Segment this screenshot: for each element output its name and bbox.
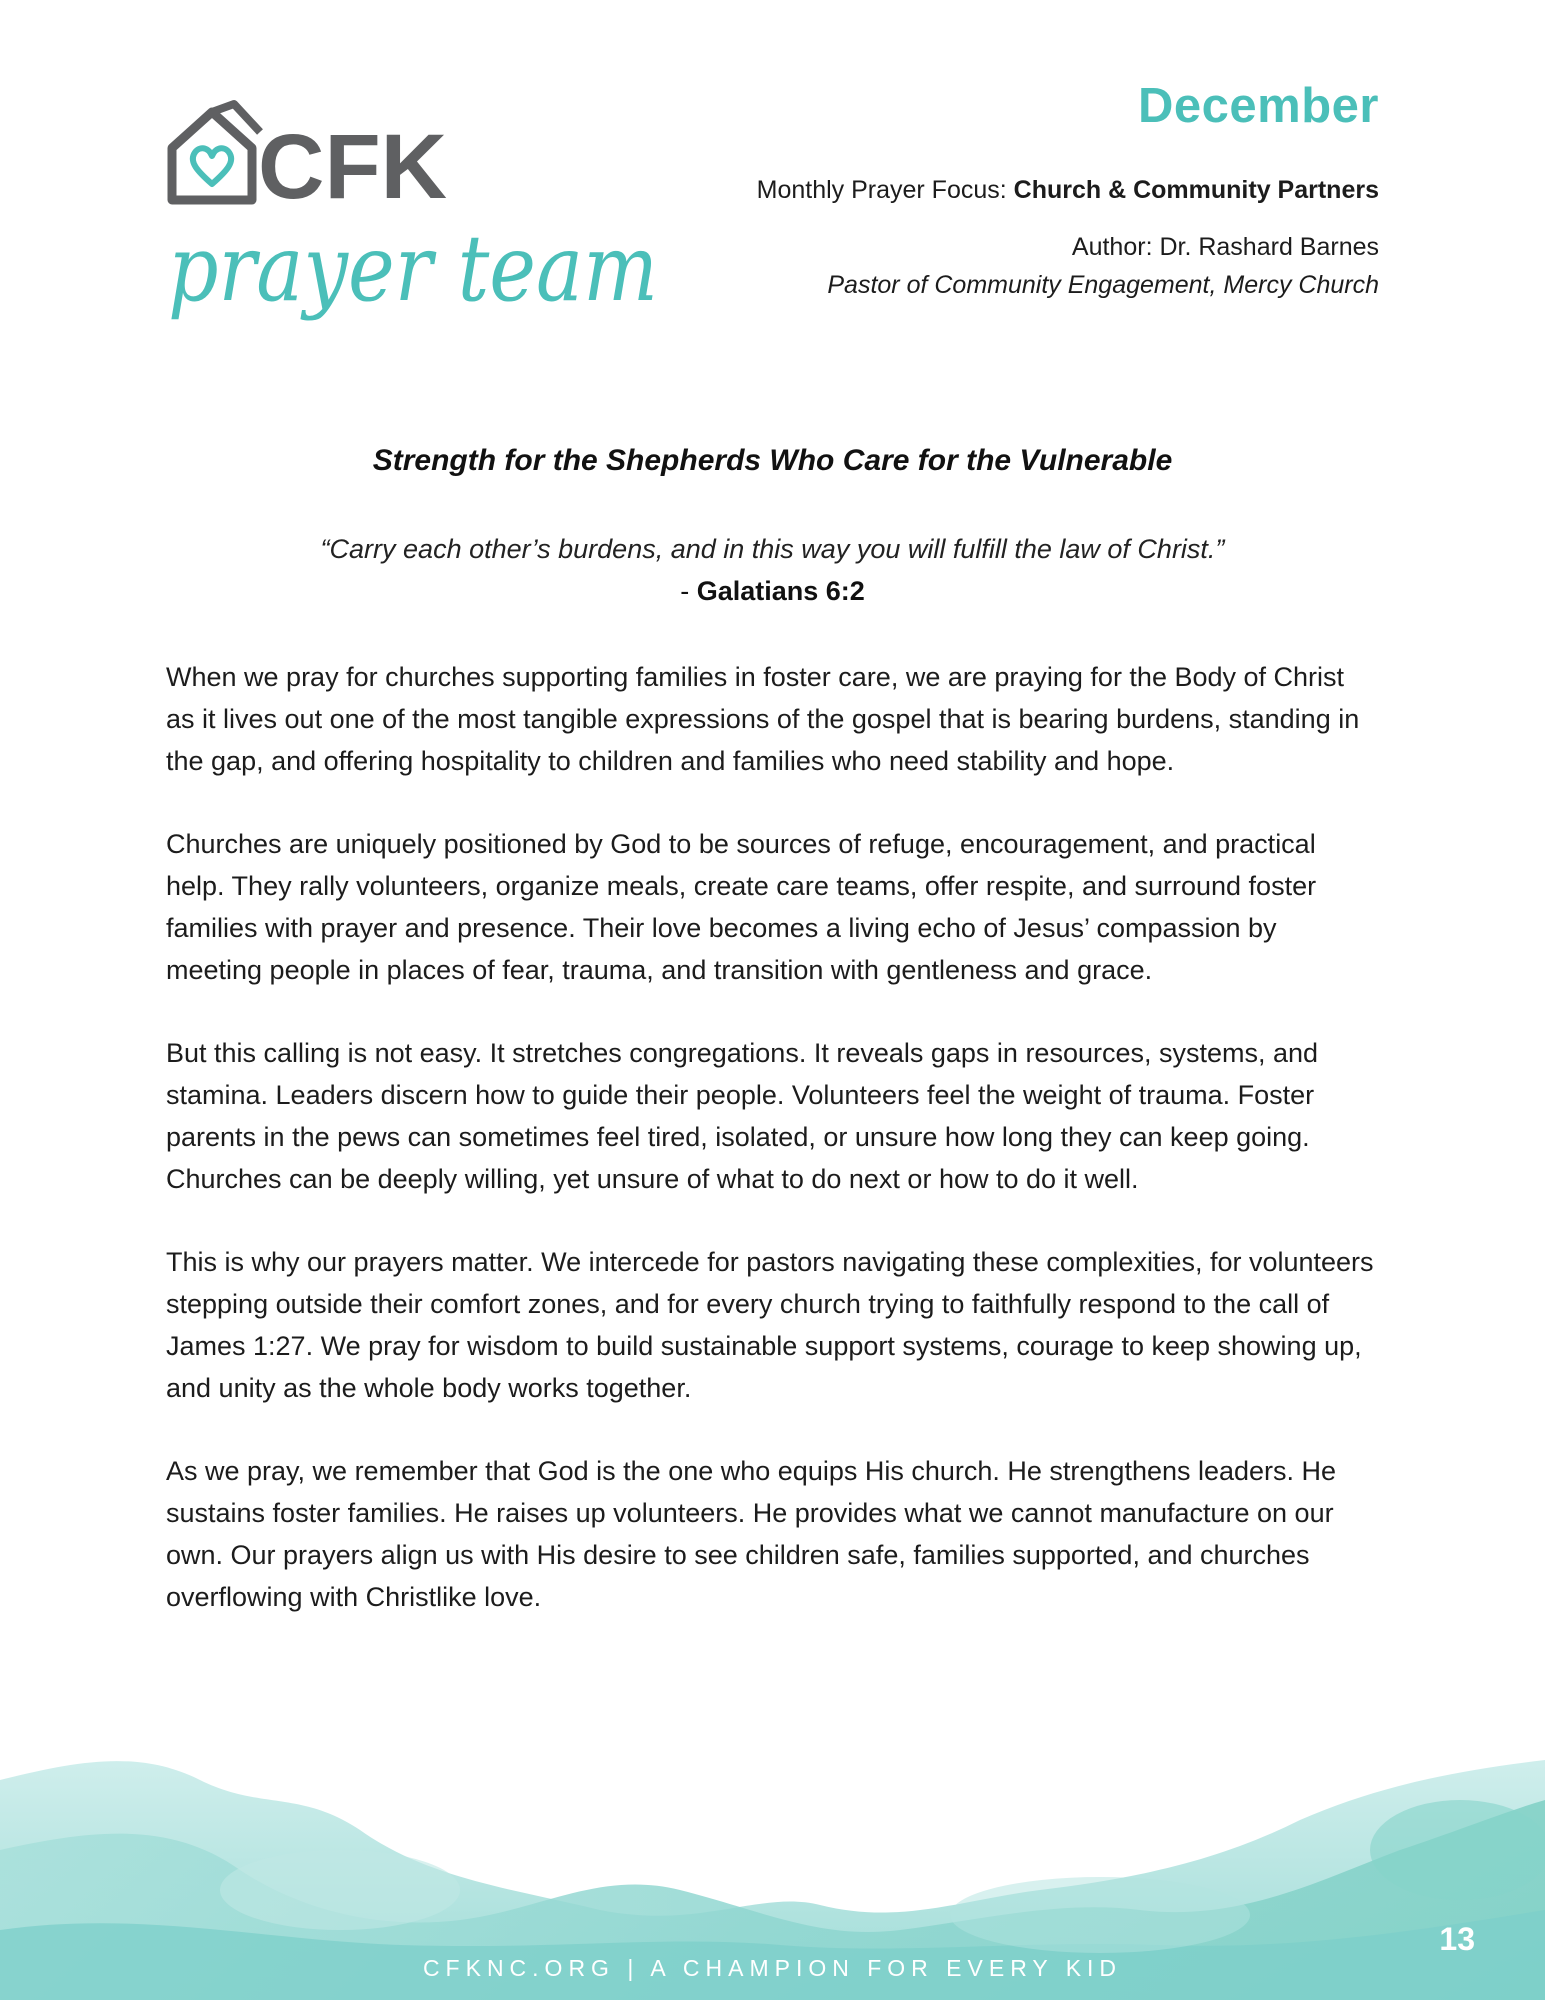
heart-icon (193, 148, 231, 184)
article-headline: Strength for the Shepherds Who Care for the Vulnerable (372, 444, 1173, 477)
scripture-reference-text: Galatians 6:2 (696, 576, 865, 606)
prayer-focus-label: Monthly Prayer Focus: (756, 176, 1014, 204)
author-role: Pastor of Community Engagement, Mercy Church (827, 271, 1379, 299)
logo-graphic (168, 104, 668, 344)
page-number: 13 (1439, 1921, 1475, 1957)
logo-wordmark: CFK (258, 116, 448, 218)
paragraph: This is why our prayers matter. We intercede for pastors navigating these complexities, for volunteers stepping outside their comfort zones, and for every church trying to faithfully respond to the call of James 1:27. We pray for wisdom to build sustainable support systems, courage to keep showing up, and unity as the whole body works together. (166, 1247, 1374, 1403)
footer-tagline: CFKNC.ORG | A CHAMPION FOR EVERY KID (422, 1955, 1123, 1981)
scripture-reference (0, 576, 1545, 607)
author-name: Author: Dr. Rashard Barnes (1071, 233, 1379, 261)
article-body (166, 656, 1379, 1659)
cfk-prayer-team-logo (168, 104, 668, 344)
paragraph: But this calling is not easy. It stretches congregations. It reveals gaps in resources, systems, and stamina. Leaders discern how to guide their people. Volunteers feel the weight of trauma. Foster parents in the pews can sometimes feel tired, isolated, or unsure how long they can keep going. Churches can be deeply willing, yet unsure of what to do next or how to do it well. (166, 1038, 1319, 1194)
month-title: December (1138, 79, 1379, 133)
prayer-focus (757, 176, 1379, 205)
paragraph: When we pray for churches supporting families in foster care, we are praying for the Body of Christ as it lives out one of the most tangible expressions of the gospel that is bearing burdens, standing in the gap, and offering hospitality to children and families who need stability and hope. (166, 662, 1360, 776)
scripture-quote: “Carry each other’s burdens, and in this way you will fulfill the law of Christ.” (320, 534, 1225, 564)
paragraph: Churches are uniquely positioned by God to be sources of refuge, encouragement, and practical help. They rally volunteers, organize meals, create care teams, offer respite, and surround foster families with prayer and presence. Their love becomes a living echo of Jesus’ compassion by meeting people in places of fear, trauma, and transition with gentleness and grace. (166, 829, 1317, 985)
scripture-reference-prefix: - (680, 576, 697, 606)
logo-script-text: prayer team (168, 215, 658, 322)
paragraph: As we pray, we remember that God is the one who equips His church. He strengthens leaders. He sustains foster families. He raises up volunteers. He provides what we cannot manufacture on our own. Our prayers align us with His desire to see children safe, families supported, and churches overflowing with Christlike love. (166, 1456, 1337, 1612)
prayer-focus-value: Church & Community Partners (1013, 176, 1379, 204)
